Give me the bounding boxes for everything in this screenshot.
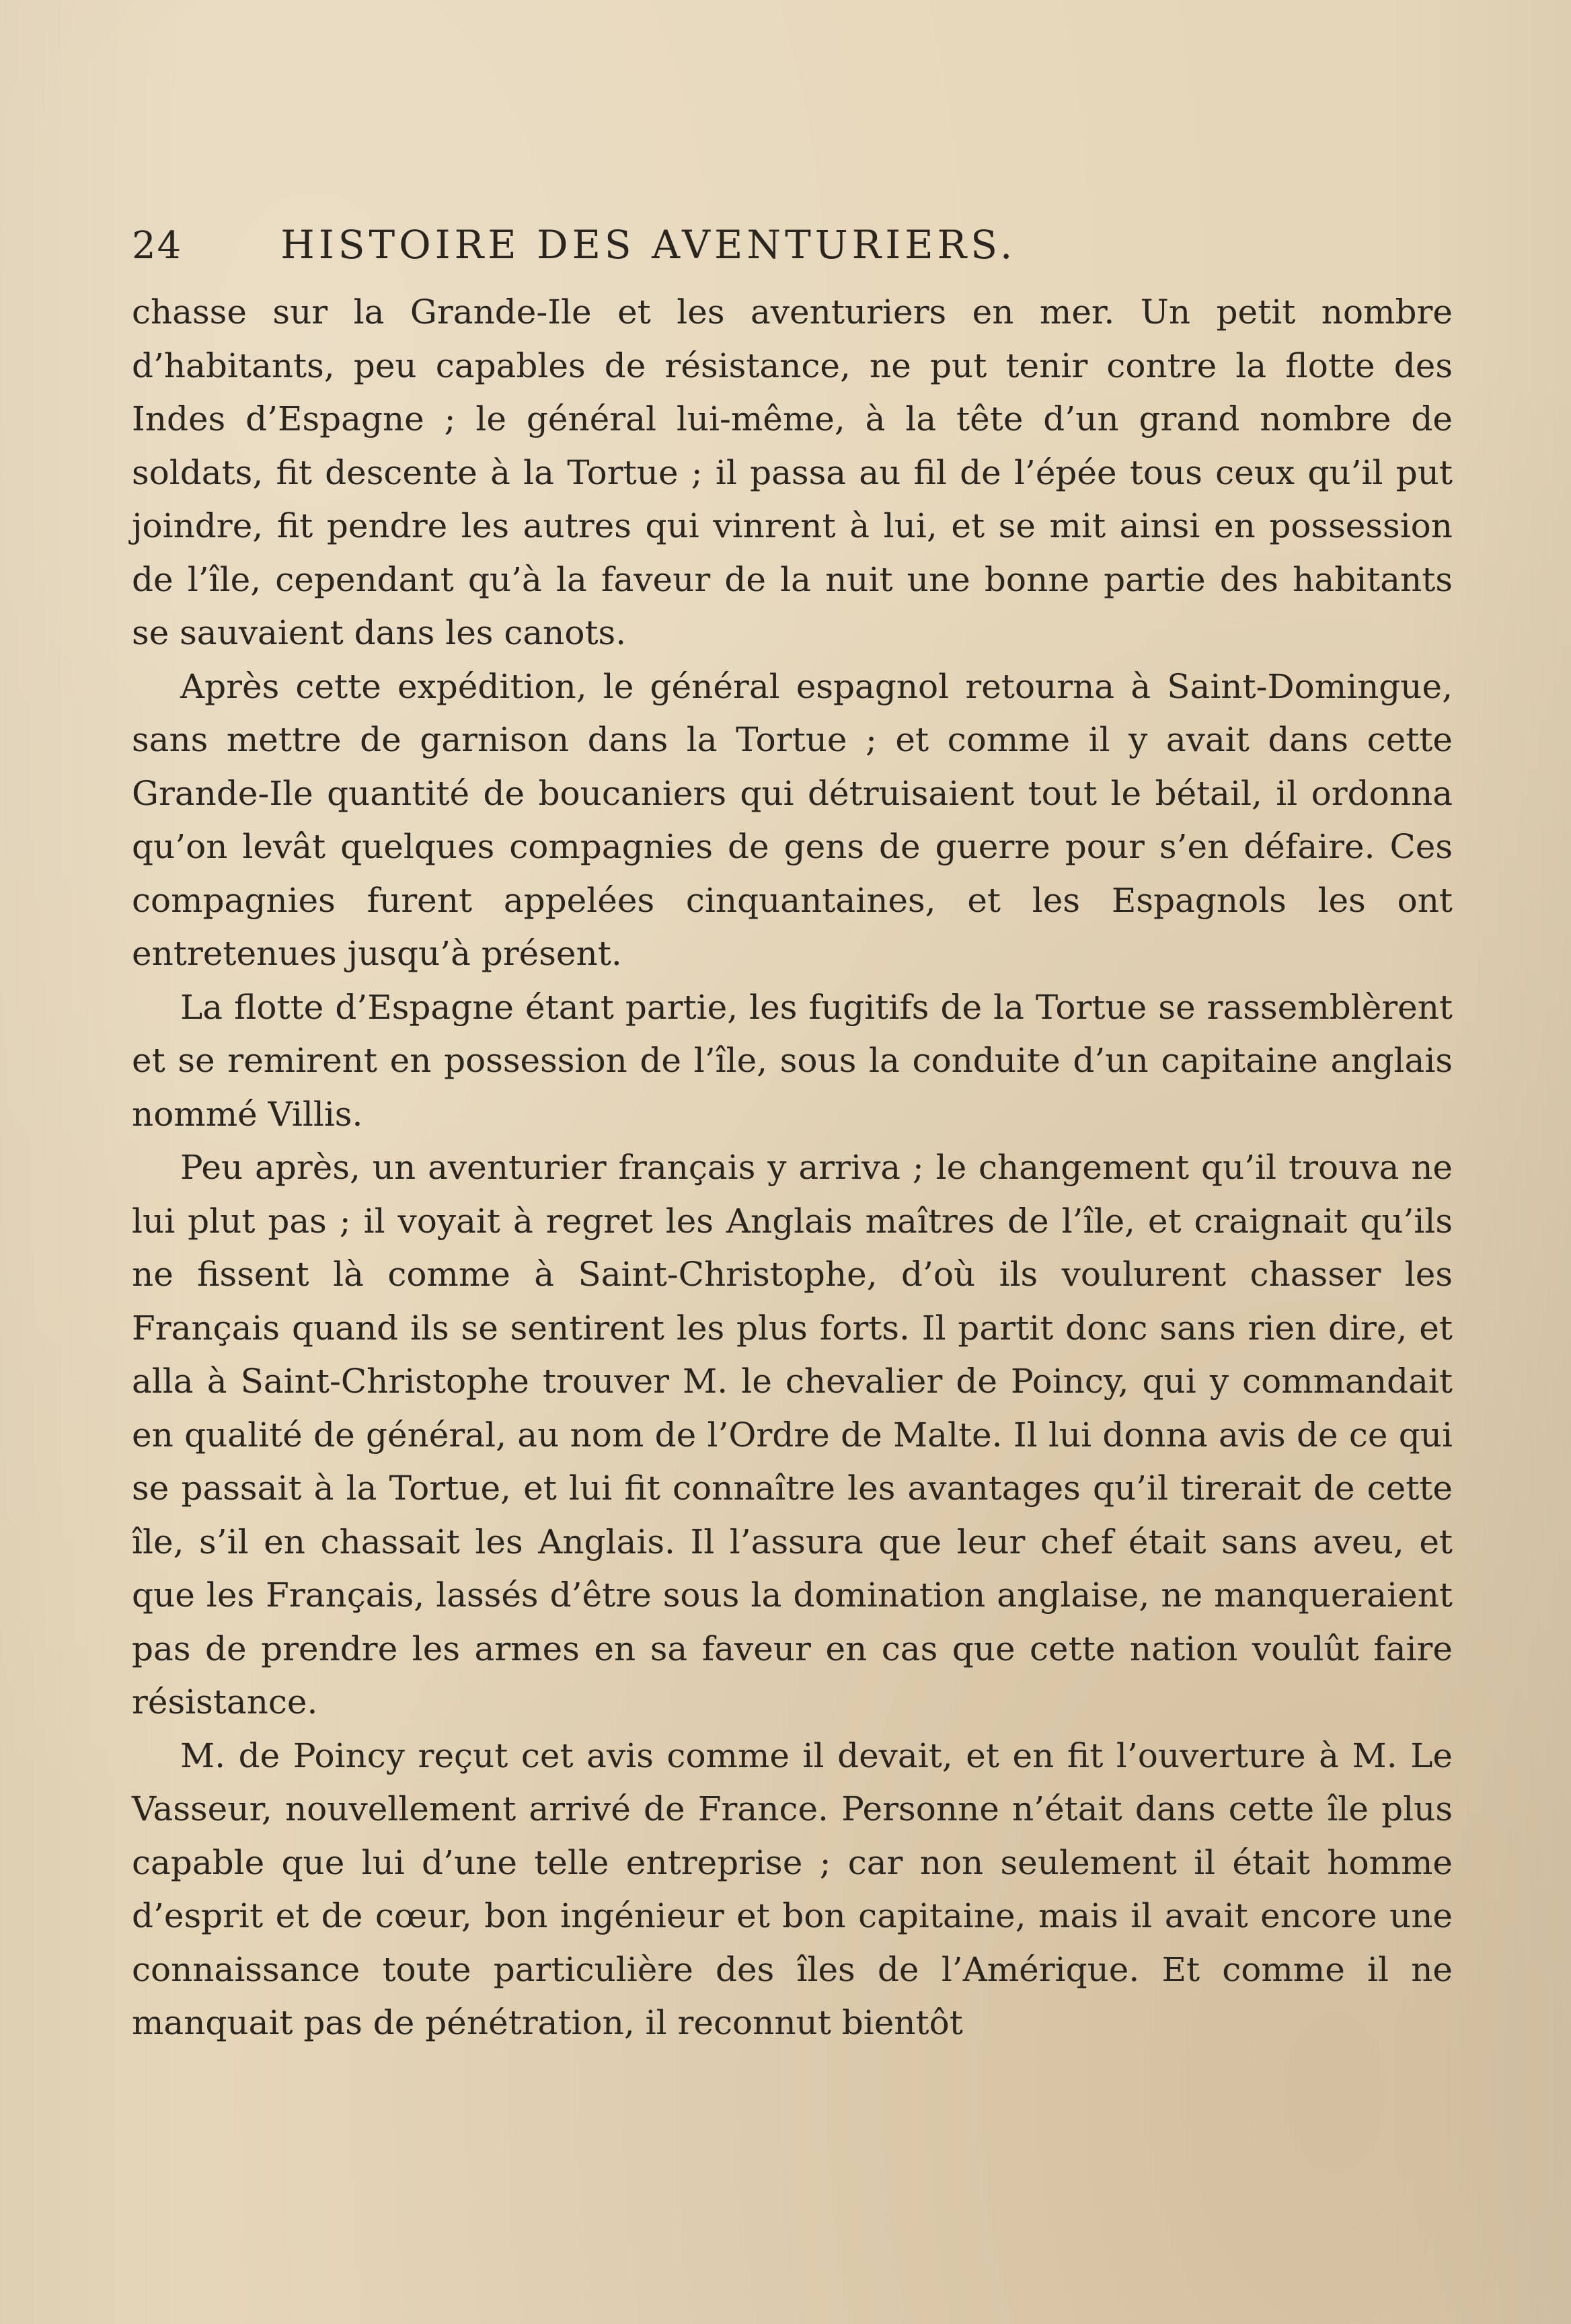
paragraph: Peu après, un aventurier français y arriva ; le changement qu’il trouva ne lui plut pas ; il voyait à regret les Anglais maîtres de l’île, et craignait qu’ils ne fissent là comme à Saint-Christophe, d’où ils voulurent chasser les Français quand ils se sentirent les plus forts. Il partit donc sans rien dire, et alla à Saint-Christophe trouver M. le chevalier de Poincy, qui y commandait en qualité de général, au nom de l’Ordre de Malte. Il lui donna avis de ce qui se passait à la Tortue, et lui fit connaître les avantages qu’il tirerait de cette île, s’il en chassait les Anglais. Il l’assura que leur chef était sans aveu, et que les Français, lassés d’être sous la domination anglaise, ne manqueraient pas de prendre les armes en sa faveur en cas que cette nation voulût faire résistance.	[132, 1148, 1453, 1721]
running-head: HISTOIRE DES AVENTURIERS.	[280, 222, 1017, 268]
paragraph: M. de Poincy reçut cet avis comme il devait, et en fit l’ouverture à M. Le Vasseur, nouvellement arrivé de France. Personne n’était dans cette île plus capable que lui d’une telle entreprise ; car non seulement il était homme d’esprit et de cœur, bon ingénieur et bon capitaine, mais il avait encore une connaissance toute particulière des îles de l’Amérique. Et comme il ne manquait pas de pénétration, il reconnut bientôt	[132, 1736, 1453, 2042]
page-number: 24	[132, 224, 183, 268]
page-header	[132, 222, 1453, 269]
paragraph: Après cette expédition, le général espagnol retourna à Saint-Domingue, sans mettre de garnison dans la Tortue ; et comme il y avait dans cette Grande-Ile quantité de boucaniers qui détruisaient tout le bétail, il ordonna qu’on levât quelques compagnies de gens de guerre pour s’en défaire. Ces compagnies furent appelées cinquantaines, et les Espagnols les ont entretenues jusqu’à présent.	[132, 666, 1453, 973]
paragraph: chasse sur la Grande-Ile et les aventuriers en mer. Un petit nombre d’habitants, peu capables de résistance, ne put tenir contre la flotte des Indes d’Espagne ; le général lui-même, à la tête d’un grand nombre de soldats, fit descente à la Tortue ; il passa au fil de l’épée tous ceux qu’il put joindre, fit pendre les autres qui vinrent à lui, et se mit ainsi en possession de l’île, cependant qu’à la faveur de la nuit une bonne partie des habitants se sauvaient dans les canots.	[132, 293, 1453, 652]
paragraph: La flotte d’Espagne étant partie, les fugitifs de la Tortue se rassemblèrent et se remirent en possession de l’île, sous la conduite d’un capitaine anglais nommé Villis.	[132, 987, 1453, 1134]
body-text	[132, 286, 1453, 2050]
